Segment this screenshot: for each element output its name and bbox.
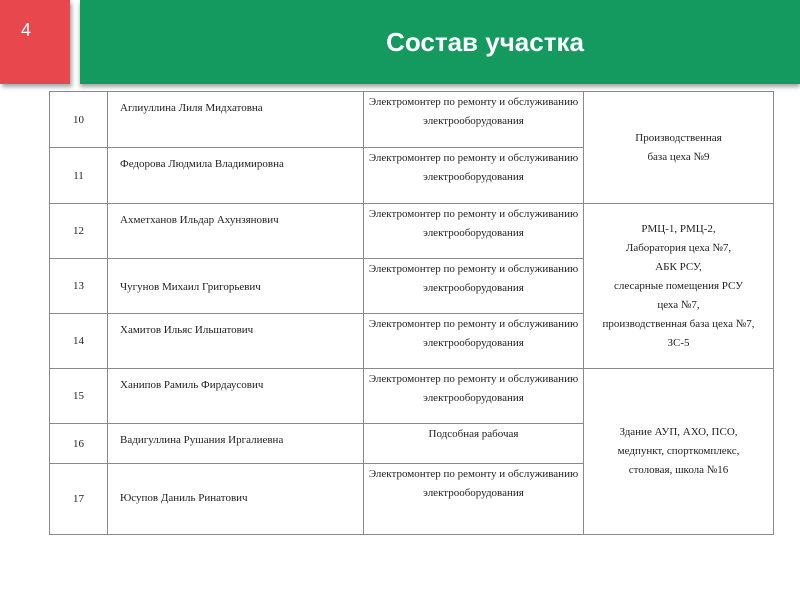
slide-number-badge <box>0 0 70 84</box>
employee-position: Электромонтер по ремонту и обслуживанию электрооборудования <box>364 204 584 259</box>
employee-position: Электромонтер по ремонту и обслуживанию электрооборудования <box>364 92 584 148</box>
table-row <box>50 204 774 259</box>
employee-name: Чугунов Михаил Григорьевич <box>108 259 364 314</box>
row-number: 15 <box>50 369 108 424</box>
row-number: 17 <box>50 464 108 535</box>
employee-name: Юсупов Даниль Ринатович <box>108 464 364 535</box>
employee-name: Федорова Людмила Владимировна <box>108 148 364 204</box>
staff-table <box>49 91 774 535</box>
page-title: Состав участка <box>386 27 584 57</box>
row-number: 16 <box>50 424 108 464</box>
work-location-text: Здание АУП, АХО, ПСО, медпункт, спорткомплекс, столовая, школа №16 <box>617 426 740 476</box>
row-number: 14 <box>50 314 108 369</box>
work-location <box>584 92 774 204</box>
row-number: 13 <box>50 259 108 314</box>
table-row <box>50 369 774 424</box>
work-location-text: РМЦ-1, РМЦ-2, Лаборатория цеха №7, АБК РСУ, слесарные помещения РСУ цеха №7, производственная база цеха №7, ЗС-5 <box>602 222 755 349</box>
work-location-text: Производственная база цеха №9 <box>635 131 722 163</box>
employee-position: Электромонтер по ремонту и обслуживанию электрооборудования <box>364 148 584 204</box>
employee-position: Электромонтер по ремонту и обслуживанию электрооборудования <box>364 259 584 314</box>
employee-position: Электромонтер по ремонту и обслуживанию электрооборудования <box>364 464 584 535</box>
slide-number: 4 <box>21 20 32 40</box>
employee-position: Электромонтер по ремонту и обслуживанию электрооборудования <box>364 369 584 424</box>
title-bar <box>80 0 800 84</box>
work-location <box>584 369 774 535</box>
employee-name: Аглиуллина Лиля Мидхатовна <box>108 92 364 148</box>
employee-name: Ахметханов Ильдар Ахунзянович <box>108 204 364 259</box>
employee-name: Вадигуллина Рушания Иргалиевна <box>108 424 364 464</box>
table-row <box>50 92 774 148</box>
row-number: 10 <box>50 92 108 148</box>
work-location <box>584 204 774 369</box>
employee-position: Электромонтер по ремонту и обслуживанию электрооборудования <box>364 314 584 369</box>
row-number: 12 <box>50 204 108 259</box>
employee-position: Подсобная рабочая <box>364 424 584 464</box>
employee-name: Ханипов Рамиль Фирдаусович <box>108 369 364 424</box>
employee-name: Хамитов Ильяс Ильшатович <box>108 314 364 369</box>
row-number: 11 <box>50 148 108 204</box>
